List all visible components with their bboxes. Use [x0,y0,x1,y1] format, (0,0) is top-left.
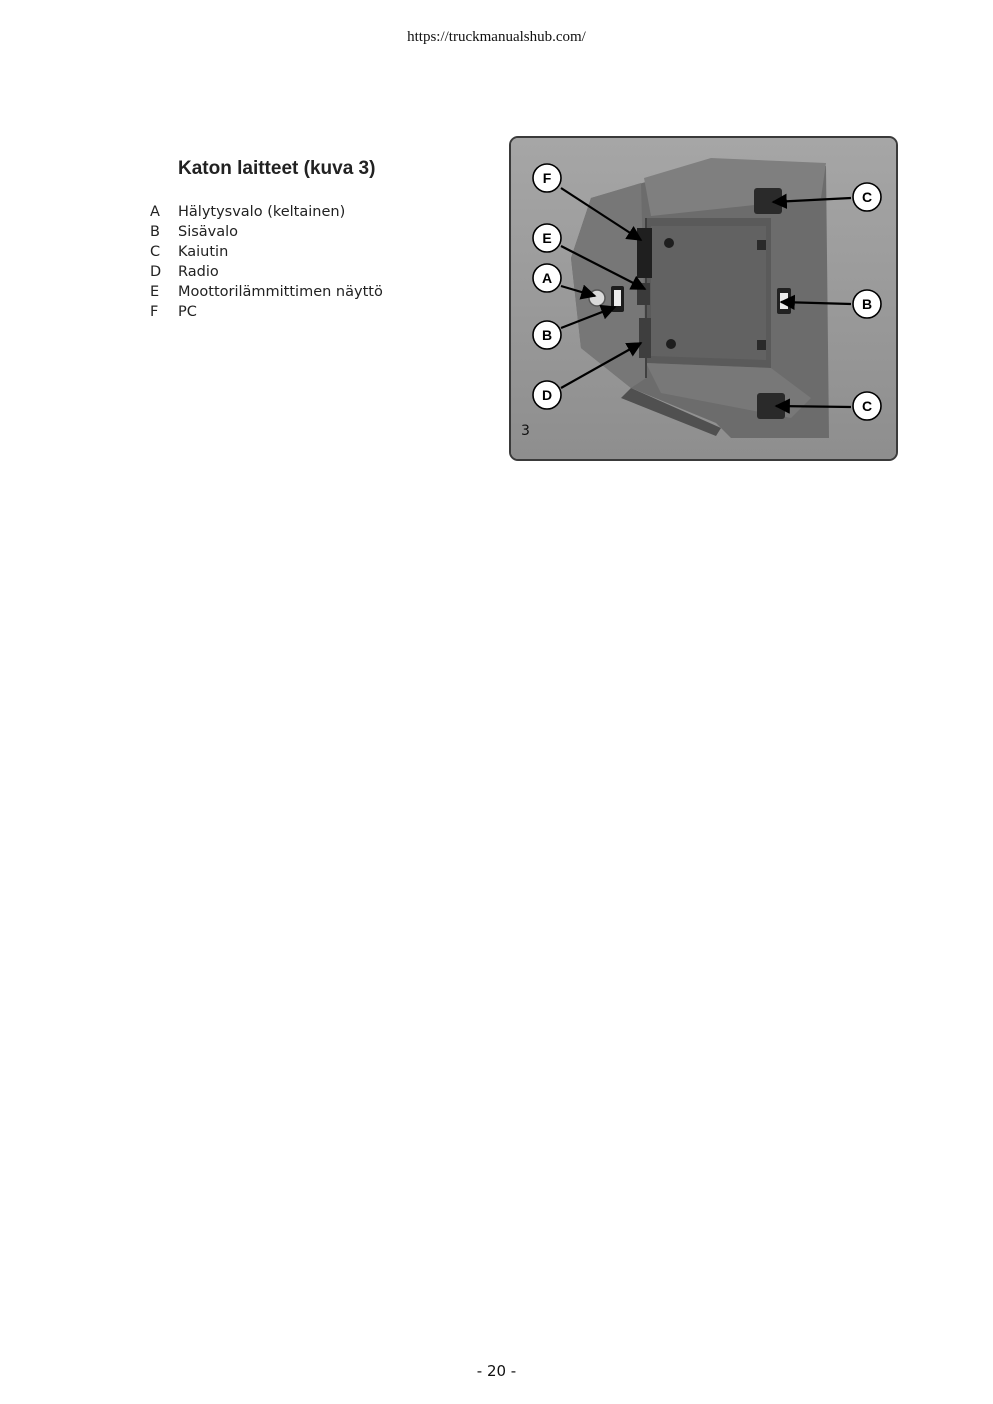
legend-item [150,302,383,322]
radio-unit [639,318,651,358]
legend-key: A [150,204,160,220]
callout-c-top [853,183,881,211]
legend-item [150,222,383,242]
legend-label: PC [178,304,197,320]
callout-b-right [853,290,881,318]
legend-key: D [150,264,162,280]
svg-text:E: E [542,230,552,246]
pc-unit [637,228,652,278]
roof-illustration [511,138,896,459]
legend-key: F [150,304,159,320]
page-number: - 20 - [476,1362,517,1380]
legend-label: Radio [178,264,219,280]
legend-label: Sisävalo [178,224,239,240]
legend-label: Hälytysvalo (keltainen) [178,204,346,220]
legend-key: E [150,284,160,300]
svg-text:A: A [541,270,553,286]
callout-e [533,224,561,252]
legend-label: Moottorilämmittimen näyttö [178,284,383,300]
legend-key: C [150,244,161,260]
svg-text:C: C [861,398,873,414]
callout-a [533,264,561,292]
svg-text:F: F [542,170,552,186]
callout-b-left [533,321,561,349]
callout-f [533,164,561,192]
legend-item [150,282,383,302]
figure-number: 3 [521,423,530,439]
legend-key: B [150,224,160,240]
legend-item [150,262,383,282]
section-title: Katon laitteet (kuva 3) [178,158,376,179]
callout-d [533,381,561,409]
svg-text:B: B [541,327,553,343]
source-url[interactable]: https://truckmanualshub.com/ [407,29,586,45]
roof-equipment-figure [509,136,898,461]
svg-text:D: D [541,387,553,403]
svg-text:B: B [861,296,873,312]
svg-text:C: C [861,189,873,205]
callout-c-bottom [853,392,881,420]
legend-item [150,202,383,222]
warning-light [589,290,605,306]
legend-label: Kaiutin [178,244,229,260]
legend-list [150,202,383,322]
legend-item [150,242,383,262]
